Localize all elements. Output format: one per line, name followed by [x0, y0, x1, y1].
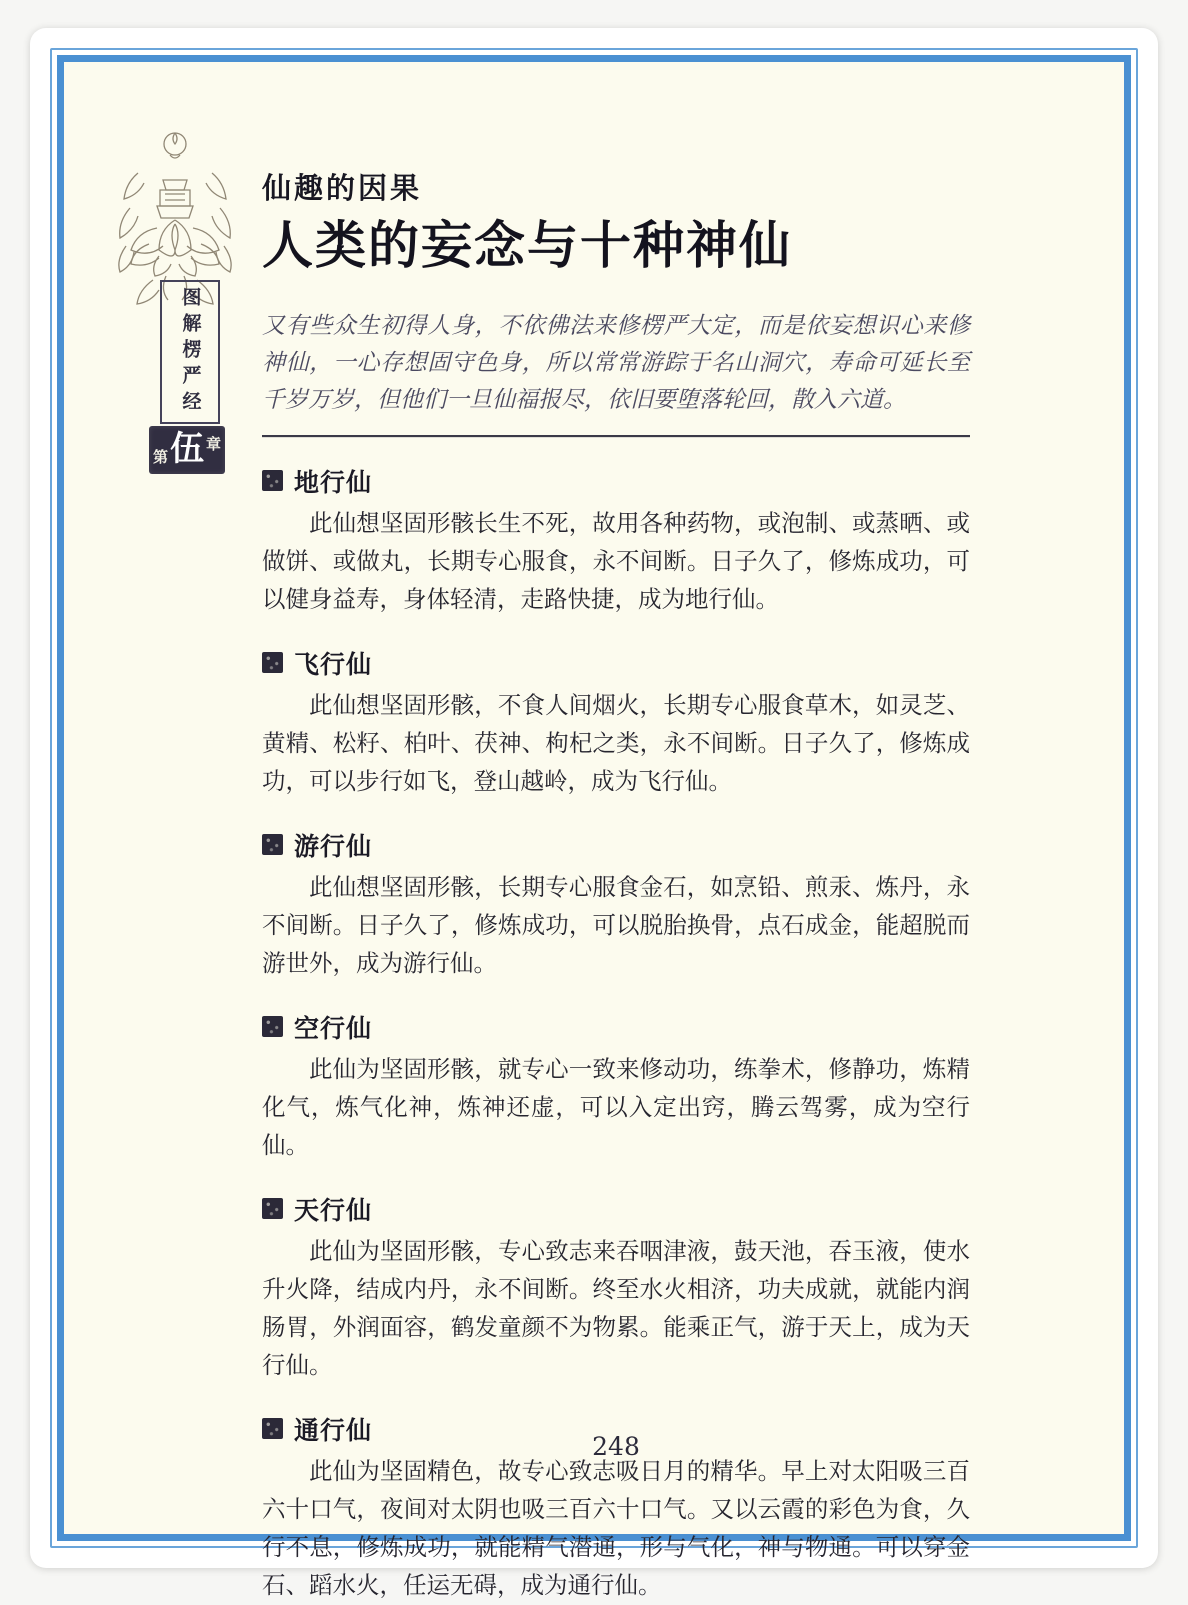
- section-youxingxian: [262, 827, 970, 983]
- section-body: 此仙为坚固形骸，就专心一致来修动功，练拳术，修静功，炼精化气，炼气化神，炼神还虚，可以入定出窍，腾云驾雾，成为空行仙。: [262, 1056, 970, 1159]
- section-header: [262, 1009, 970, 1045]
- book-title-vertical: 图解楞严经: [179, 287, 201, 417]
- section-divider-line: [262, 435, 970, 437]
- section-header: [262, 1191, 970, 1227]
- section-dixingxian: [262, 463, 970, 619]
- section-body: 此仙想坚固形骸长生不死，故用各种药物，或泡制、或蒸晒、或做饼、或做丸，长期专心服食，永不间断。日子久了，修炼成功，可以健身益寿，身体轻清，走路快捷，成为地行仙。: [262, 510, 970, 613]
- seal-square-icon: [262, 1198, 283, 1219]
- section-header: [262, 645, 970, 681]
- section-title: 飞行仙: [294, 650, 373, 679]
- section-body: 此仙为坚固形骸，专心致志来吞咽津液，鼓天池，吞玉液，使水升火降，结成内丹，永不间断。终至水火相济，功夫成就，就能内润肠胃，外润面容，鹤发童颜不为物累。能乘正气，游于天上，成为天行仙。: [262, 1238, 970, 1379]
- section-body: 此仙想坚固形骸，不食人间烟火，长期专心服食草木，如灵芝、黄精、松籽、柏叶、茯神、枸杞之类，永不间断。日子久了，修炼成功，可以步行如飞，登山越岭，成为飞行仙。: [262, 692, 970, 795]
- section-title: 空行仙: [294, 1014, 373, 1043]
- page-number: 248: [592, 1432, 640, 1461]
- section-title: 天行仙: [294, 1196, 373, 1225]
- section-body: 此仙为坚固精色，故专心致志吸日月的精华。早上对太阳吸三百六十口气，夜间对太阴也吸三百六十口气。又以云霞的彩色为食，久行不息，修炼成功，就能精气潜通，形与气化，神与物通。可以穿金石、蹈水火，任运无碍，成为通行仙。: [262, 1458, 970, 1599]
- section-title: 游行仙: [294, 832, 373, 861]
- seal-square-icon: [262, 470, 283, 491]
- book-title-box: [160, 280, 220, 424]
- page-card: [30, 28, 1158, 1599]
- chapter-badge: [149, 426, 225, 474]
- chapter-number: 伍: [170, 431, 204, 468]
- section-tianxingxian: [262, 1191, 970, 1385]
- intro-paragraph: 又有些众生初得人身，不依佛法来修楞严大定，而是依妄想识心来修神仙，一心存想固守色身，所以常常游踪于名山洞穴，寿命可延长至千岁万岁，但他们一旦仙福报尽，依旧要堕落轮回，散入六道。: [262, 312, 970, 413]
- seal-square-icon: [262, 1016, 283, 1037]
- chapter-suffix: 章: [206, 437, 222, 453]
- page-subtitle: 仙趣的因果: [262, 173, 423, 205]
- section-feixingxian: [262, 645, 970, 801]
- section-header: [262, 827, 970, 863]
- section-body: 此仙想坚固形骸，长期专心服食金石，如烹铅、煎汞、炼丹，永不间断。日子久了，修炼成功，可以脱胎换骨，点石成金，能超脱而游世外，成为游行仙。: [262, 874, 970, 977]
- section-kongxingxian: [262, 1009, 970, 1165]
- section-title: 通行仙: [294, 1416, 373, 1445]
- seal-square-icon: [262, 834, 283, 855]
- section-title: 地行仙: [294, 468, 373, 497]
- section-header: [262, 463, 970, 499]
- page-title: 人类的妄念与十种神仙: [262, 217, 793, 274]
- seal-square-icon: [262, 652, 283, 673]
- main-content: [262, 166, 970, 1605]
- chapter-prefix: 第: [152, 450, 168, 466]
